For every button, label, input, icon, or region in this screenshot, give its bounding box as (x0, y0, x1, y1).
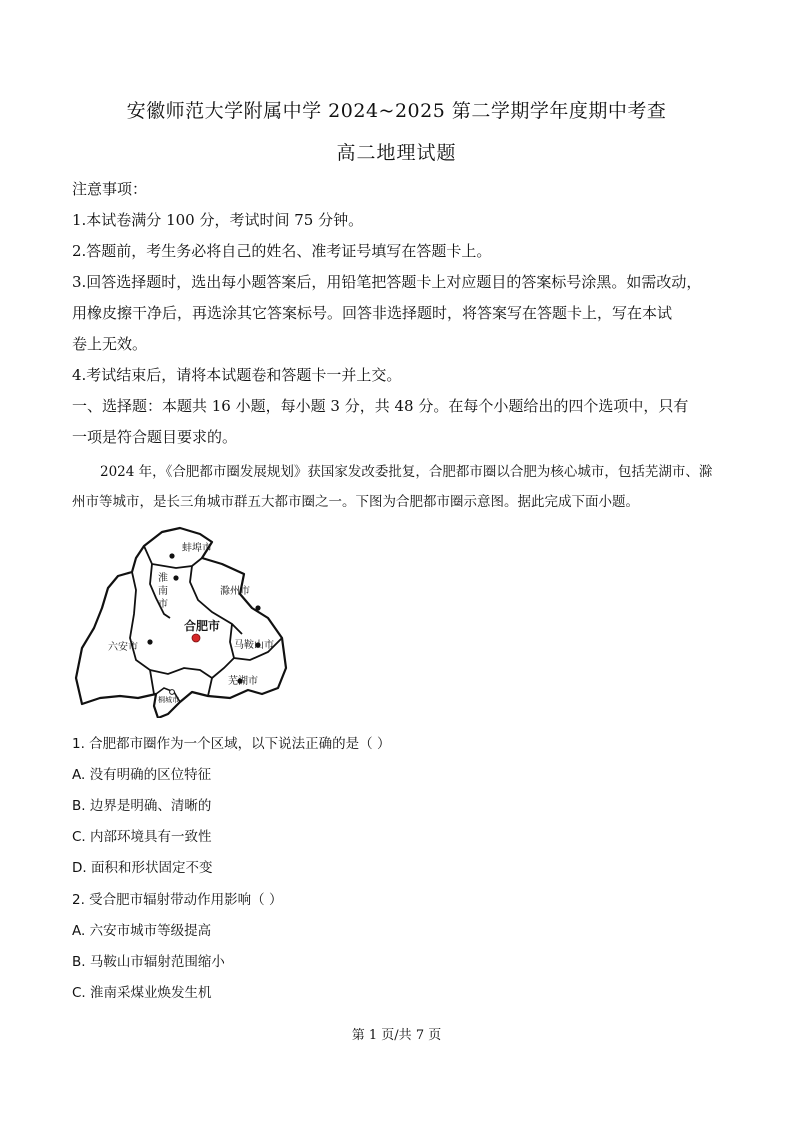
luan-dot (147, 639, 152, 644)
question-1-option-c: C. 内部环境具有一致性 (72, 829, 212, 845)
label-huainan-3: 市 (158, 599, 168, 610)
label-hefei: 合肥市 (184, 619, 221, 633)
label-wuhu: 芜湖市 (228, 676, 258, 687)
notice-item-1: 1.本试卷满分 100 分，考试时间 75 分钟。 (72, 211, 364, 229)
notice-item-4: 4.考试结束后，请将本试题卷和答题卡一并上交。 (72, 366, 402, 384)
question-2-option-b: B. 马鞍山市辐射范围缩小 (72, 954, 225, 970)
page-footer: 第 1 页/共 7 页 (351, 1028, 442, 1043)
label-luan: 六安市 (108, 642, 138, 653)
section-1-line-1: 一、选择题：本题共 16 小题，每小题 3 分，共 48 分。在每个小题给出的四个选项中，只有 (72, 397, 689, 415)
boundary-wuhu (212, 658, 234, 678)
notice-item-2: 2.答题前，考生务必将自己的姓名、准考证号填写在答题卡上。 (72, 242, 492, 260)
tongcheng-dot (170, 690, 175, 695)
material-line-1: 2024 年，《合肥都市圈发展规划》获国家发改委批复，合肥都市圈以合肥为核心城市，包括芜湖市、滁 (100, 464, 713, 480)
map-svg (72, 518, 290, 718)
bengbu-dot (169, 553, 174, 558)
question-2-stem: 2. 受合肥市辐射带动作用影响（ ） (72, 892, 283, 908)
hefei-metro-map (72, 518, 290, 718)
notice-item-3-line-3: 卷上无效。 (72, 335, 148, 353)
exam-title: 安徽师范大学附属中学 2024~2025 第二学期学年度期中考查 (126, 100, 667, 122)
label-huainan-2: 南 (158, 586, 168, 597)
section-1-line-2: 一项是符合题目要求的。 (72, 428, 238, 446)
label-bengbu: 蚌埠市 (182, 543, 212, 554)
hefei-dot (192, 634, 200, 642)
map-outline (76, 528, 286, 718)
chuzhou-dot (255, 605, 260, 610)
question-1-option-a: A. 没有明确的区位特征 (72, 767, 212, 783)
question-1-option-d: D. 面积和形状固定不变 (72, 860, 213, 876)
label-tongcheng: 桐城市 (158, 696, 179, 704)
label-chuzhou: 滁州市 (220, 586, 250, 597)
exam-subtitle: 高二地理试题 (336, 142, 457, 164)
material-line-2: 州市等城市，是长三角城市群五大都市圈之一。下图为合肥都市圈示意图。据此完成下面小题。 (72, 494, 639, 510)
question-1-option-b: B. 边界是明确、清晰的 (72, 798, 212, 814)
question-2-option-c: C. 淮南采煤业焕发生机 (72, 985, 212, 1001)
label-maanshan: 马鞍山市 (234, 640, 274, 651)
boundary-luan (130, 572, 154, 694)
question-1-stem: 1. 合肥都市圈作为一个区域，以下说法正确的是（ ） (72, 736, 391, 752)
notice-item-3-line-1: 3.回答选择题时，选出每小题答案后，用铅笔把答题卡上对应题目的答案标号涂黑。如需改动， (72, 273, 702, 291)
notice-heading: 注意事项： (72, 180, 148, 198)
notice-item-3-line-2: 用橡皮擦干净后，再选涂其它答案标号。回答非选择题时，将答案写在答题卡上，写在本试 (72, 304, 673, 322)
question-2-option-a: A. 六安市城市等级提高 (72, 923, 212, 939)
huainan-dot (173, 575, 178, 580)
label-huainan-1: 淮 (158, 573, 168, 584)
